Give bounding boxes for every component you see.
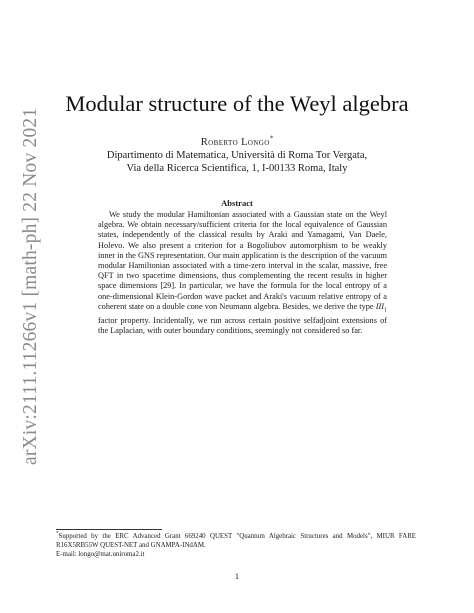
footnote-mark: * [56,531,59,537]
page-number: 1 [234,571,240,581]
abstract-heading: Abstract [221,198,253,208]
abstract-body [98,210,387,336]
funding-text: Supported by the ERC Advanced Grant 669240 QUEST "Quantum Algebraic Structures and Models", MIUR FARE R16X5RB55W QUEST-NET and GNAMPA-INdAM. [56,533,416,549]
abstract-math-type-subscript: 1 [384,307,387,314]
author-footnote-mark: * [269,134,274,143]
affiliation-line-1: Dipartimento di Matematica, Università di Roma Tor Vergata, [106,150,368,161]
author-block [0,136,474,175]
arxiv-identifier-stamp: arXiv:2111.11266v1 [math-ph] 22 Nov 2021 [20,107,41,465]
abstract-text-part-2: factor property. Incidentally, we run across certain positive selfadjoint extensions of the Laplacian, with outer boundary conditions, seemingly not considered so far. [98,315,387,335]
footnote-block [56,533,416,560]
affiliation-line-2: Via della Ricerca Scientifica, 1, I-00133 Roma, Italy [126,163,348,174]
abstract-math-type-base: III [375,301,384,311]
author-line [0,136,474,149]
author-email: E-mail: longo@mat.uniroma2.it [56,550,145,558]
footnote-divider [56,529,162,530]
abstract-text-part-1: We study the modular Hamiltonian associated with a Gaussian state on the Weyl algebra. We obtain necessary/sufficient criteria for the local equivalence of Gaussian states, independently of the classical results by Araki and Yamagami, Van Daele, Holevo. We also present a criterion for a Bogoliubov automorphism to be weakly inner in the GNS representation. Our main application is the description of the vacuum modular Hamiltonian associated with a time-zero interval in the scalar, massive, free QFT in two spacetime dimensions, thus complementing the recent results in higher space dimensions [29]. In particular, we have the formula for the local entropy of a one-dimensional Klein-Gordon wave packet and Araki's vacuum relative entropy of a coherent state on a double cone von Neumann algebra. Besides, we derive the type [98,210,387,311]
author-name: Roberto Longo [200,137,270,148]
abstract-math-type [375,301,387,314]
funding-footnote [56,533,416,551]
paper-title: Modular structure of the Weyl algebra [65,91,409,116]
